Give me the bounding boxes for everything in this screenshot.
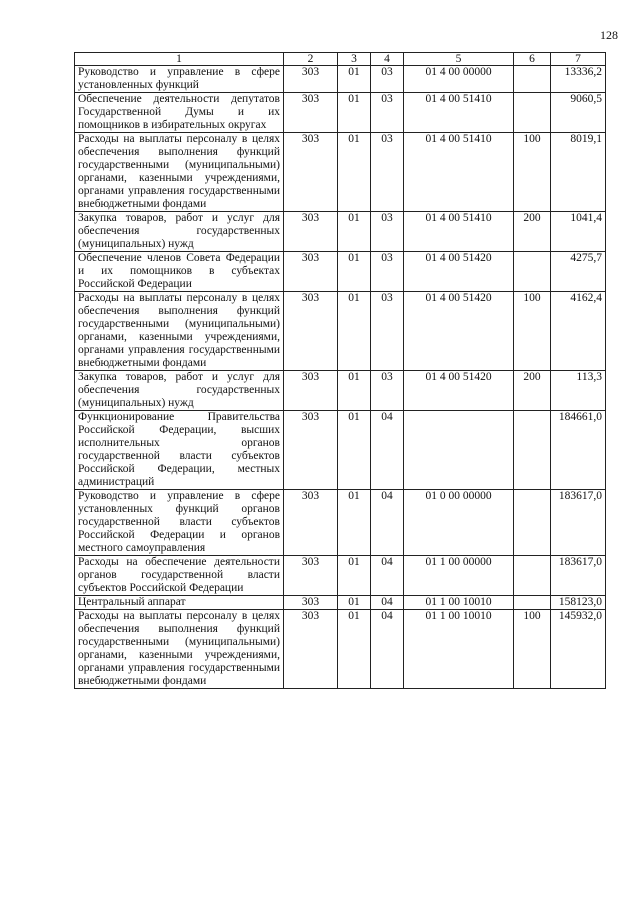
row-expense-type [514,93,551,133]
row-target-article [404,411,514,490]
row-subsection-code: 03 [371,212,404,252]
row-amount: 13336,2 [551,66,606,93]
table-row [75,556,606,596]
row-ministry-code: 303 [284,411,338,490]
row-name: Обеспечение членов Совета Федерации и их помощников в субъектах Российской Федерации [75,252,284,292]
table-row [75,371,606,411]
table-row [75,596,606,610]
row-amount: 184661,0 [551,411,606,490]
table-row [75,411,606,490]
row-subsection-code: 03 [371,93,404,133]
row-expense-type [514,556,551,596]
row-name: Закупка товаров, работ и услуг для обеспечения государственных (муниципальных) нужд [75,371,284,411]
header-col-1: 1 [75,53,284,66]
row-target-article: 01 1 00 10010 [404,610,514,689]
row-subsection-code: 03 [371,66,404,93]
row-ministry-code: 303 [284,212,338,252]
header-row [75,53,606,66]
row-target-article: 01 4 00 51420 [404,292,514,371]
row-amount: 1041,4 [551,212,606,252]
budget-table-body [75,53,606,689]
row-ministry-code: 303 [284,371,338,411]
row-section-code: 01 [338,93,371,133]
row-target-article: 01 4 00 51420 [404,252,514,292]
row-subsection-code: 03 [371,252,404,292]
row-name: Расходы на выплаты персоналу в целях обеспечения выполнения функций государственными (муниципальными) органами, казенными учреждениями, органами управления государственными внебюджетными фондами [75,610,284,689]
row-target-article: 01 4 00 00000 [404,66,514,93]
row-expense-type [514,66,551,93]
row-section-code: 01 [338,490,371,556]
table-row [75,292,606,371]
row-amount: 4275,7 [551,252,606,292]
row-subsection-code: 04 [371,610,404,689]
row-amount: 158123,0 [551,596,606,610]
row-target-article: 01 1 00 00000 [404,556,514,596]
row-ministry-code: 303 [284,556,338,596]
row-section-code: 01 [338,371,371,411]
row-expense-type: 100 [514,133,551,212]
row-name: Расходы на выплаты персоналу в целях обеспечения выполнения функций государственными (муниципальными) органами, казенными учреждениями, органами управления государственными внебюджетными фондами [75,133,284,212]
header-col-5: 5 [404,53,514,66]
row-section-code: 01 [338,292,371,371]
row-amount: 4162,4 [551,292,606,371]
row-amount: 183617,0 [551,556,606,596]
row-subsection-code: 04 [371,556,404,596]
row-ministry-code: 303 [284,252,338,292]
row-name: Руководство и управление в сфере установленных функций органов государственной власти субъектов Российской Федерации и органов местного самоуправления [75,490,284,556]
row-expense-type: 200 [514,212,551,252]
row-section-code: 01 [338,610,371,689]
row-section-code: 01 [338,252,371,292]
budget-table [74,52,606,689]
row-subsection-code: 03 [371,292,404,371]
row-name: Функционирование Правительства Российской Федерации, высших исполнительных органов государственной власти субъектов Российской Федерации, местных администраций [75,411,284,490]
row-ministry-code: 303 [284,610,338,689]
row-subsection-code: 04 [371,411,404,490]
row-ministry-code: 303 [284,93,338,133]
row-target-article: 01 4 00 51410 [404,133,514,212]
row-section-code: 01 [338,212,371,252]
row-target-article: 01 1 00 10010 [404,596,514,610]
row-amount: 8019,1 [551,133,606,212]
row-name: Руководство и управление в сфере установленных функций [75,66,284,93]
table-row [75,252,606,292]
header-col-6: 6 [514,53,551,66]
row-expense-type [514,252,551,292]
row-amount: 9060,5 [551,93,606,133]
row-amount: 145932,0 [551,610,606,689]
table-row [75,66,606,93]
row-target-article: 01 4 00 51410 [404,212,514,252]
row-section-code: 01 [338,66,371,93]
table-row [75,212,606,252]
row-subsection-code: 03 [371,371,404,411]
table-row [75,93,606,133]
row-ministry-code: 303 [284,490,338,556]
row-expense-type [514,490,551,556]
row-amount: 183617,0 [551,490,606,556]
table-row [75,133,606,212]
row-expense-type [514,596,551,610]
row-expense-type: 100 [514,610,551,689]
row-name: Обеспечение деятельности депутатов Государственной Думы и их помощников в избирательных округах [75,93,284,133]
row-ministry-code: 303 [284,66,338,93]
row-target-article: 01 0 00 00000 [404,490,514,556]
row-subsection-code: 04 [371,490,404,556]
header-col-7: 7 [551,53,606,66]
row-name: Расходы на выплаты персоналу в целях обеспечения выполнения функций государственными (муниципальными) органами, казенными учреждениями, органами управления государственными внебюджетными фондами [75,292,284,371]
row-section-code: 01 [338,556,371,596]
row-expense-type: 100 [514,292,551,371]
row-section-code: 01 [338,596,371,610]
row-subsection-code: 04 [371,596,404,610]
row-ministry-code: 303 [284,596,338,610]
header-col-4: 4 [371,53,404,66]
row-amount: 113,3 [551,371,606,411]
table-row [75,610,606,689]
row-subsection-code: 03 [371,133,404,212]
row-target-article: 01 4 00 51420 [404,371,514,411]
row-name: Центральный аппарат [75,596,284,610]
row-name: Закупка товаров, работ и услуг для обеспечения государственных (муниципальных) нужд [75,212,284,252]
row-ministry-code: 303 [284,133,338,212]
row-expense-type [514,411,551,490]
table-row [75,490,606,556]
header-col-2: 2 [284,53,338,66]
row-expense-type: 200 [514,371,551,411]
row-section-code: 01 [338,411,371,490]
header-col-3: 3 [338,53,371,66]
row-section-code: 01 [338,133,371,212]
row-ministry-code: 303 [284,292,338,371]
row-name: Расходы на обеспечение деятельности органов государственной власти субъектов Российской Федерации [75,556,284,596]
page-number: 128 [600,28,618,42]
row-target-article: 01 4 00 51410 [404,93,514,133]
